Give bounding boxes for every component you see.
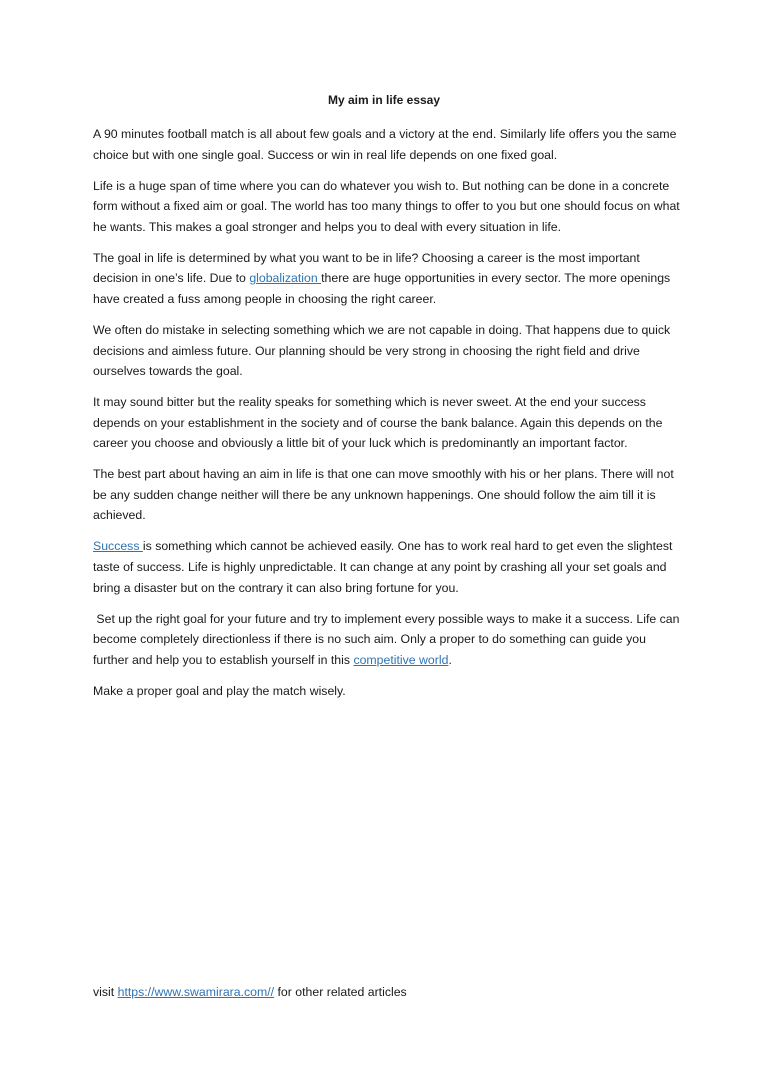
footer-note <box>93 982 407 1002</box>
paragraph-3-text-after: there are huge opportunities in every sector. The more openings have created a fuss among people in choosing the right career. <box>93 271 671 306</box>
success-link[interactable]: Success <box>93 539 143 554</box>
paragraph-3 <box>93 248 683 310</box>
paragraph-7-text-after: is something which cannot be achieved easily. One has to work real hard to get even the slightest taste of success. Life is highly unpredictable. It can change at any point by crashing all your set goals and bring a disaster but on the contrary it can also bring fortune for you. <box>93 539 673 595</box>
footer-text-before: visit <box>93 985 118 999</box>
paragraph-8-text-before: Set up the right goal for your future and try to implement every possible ways to make it a success. Life can become completely directionless if there is no such aim. Only a proper to do something can guide you further and help you to establish yourself in this <box>93 611 683 667</box>
globalization-link[interactable]: globalization <box>249 271 322 286</box>
paragraph-5: It may sound bitter but the reality speaks for something which is never sweet. At the end your success depends on your establishment in the society and of course the bank balance. Again this depends on the career you choose and obviously a little bit of your luck which is predominantly an important factor. <box>93 395 663 451</box>
essay-body <box>93 124 683 712</box>
paragraph-6: The best part about having an aim in life is that one can move smoothly with his or her plans. There will not be any sudden change neither will there be any unknown happenings. One should follow the aim till it is achieved. <box>93 467 674 523</box>
paragraph-8 <box>93 609 683 671</box>
paragraph-7 <box>93 536 683 598</box>
website-link[interactable]: https://www.swamirara.com// <box>117 985 275 999</box>
paragraph-2: Life is a huge span of time where you can do whatever you wish to. But nothing can be done in a concrete form without a fixed aim or goal. The world has too many things to offer to you but one should focus on what he wants. This makes a goal stronger and helps you to deal with every situation in life. <box>93 178 680 234</box>
footer-text-after: for other related articles <box>274 985 407 999</box>
paragraph-9: Make a proper goal and play the match wisely. <box>93 683 346 698</box>
paragraph-8-text-after: . <box>448 652 452 667</box>
paragraph-3-text-before: The goal in life is determined by what you want to be in life? Choosing a career is the most important decision in one’s life. Due to <box>93 250 640 286</box>
page-title: My aim in life essay <box>327 93 441 107</box>
paragraph-4: We often do mistake in selecting something which we are not capable in doing. That happens due to quick decisions and aimless future. Our planning should be very strong in choosing the right field and drive ourselves towards the goal. <box>93 322 671 379</box>
competitive-world-link[interactable]: competitive world <box>353 652 449 667</box>
paragraph-1: A 90 minutes football match is all about few goals and a victory at the end. Similarly life offers you the same choice but with one single goal. Success or win in real life depends on one fixed goal. <box>93 127 677 162</box>
